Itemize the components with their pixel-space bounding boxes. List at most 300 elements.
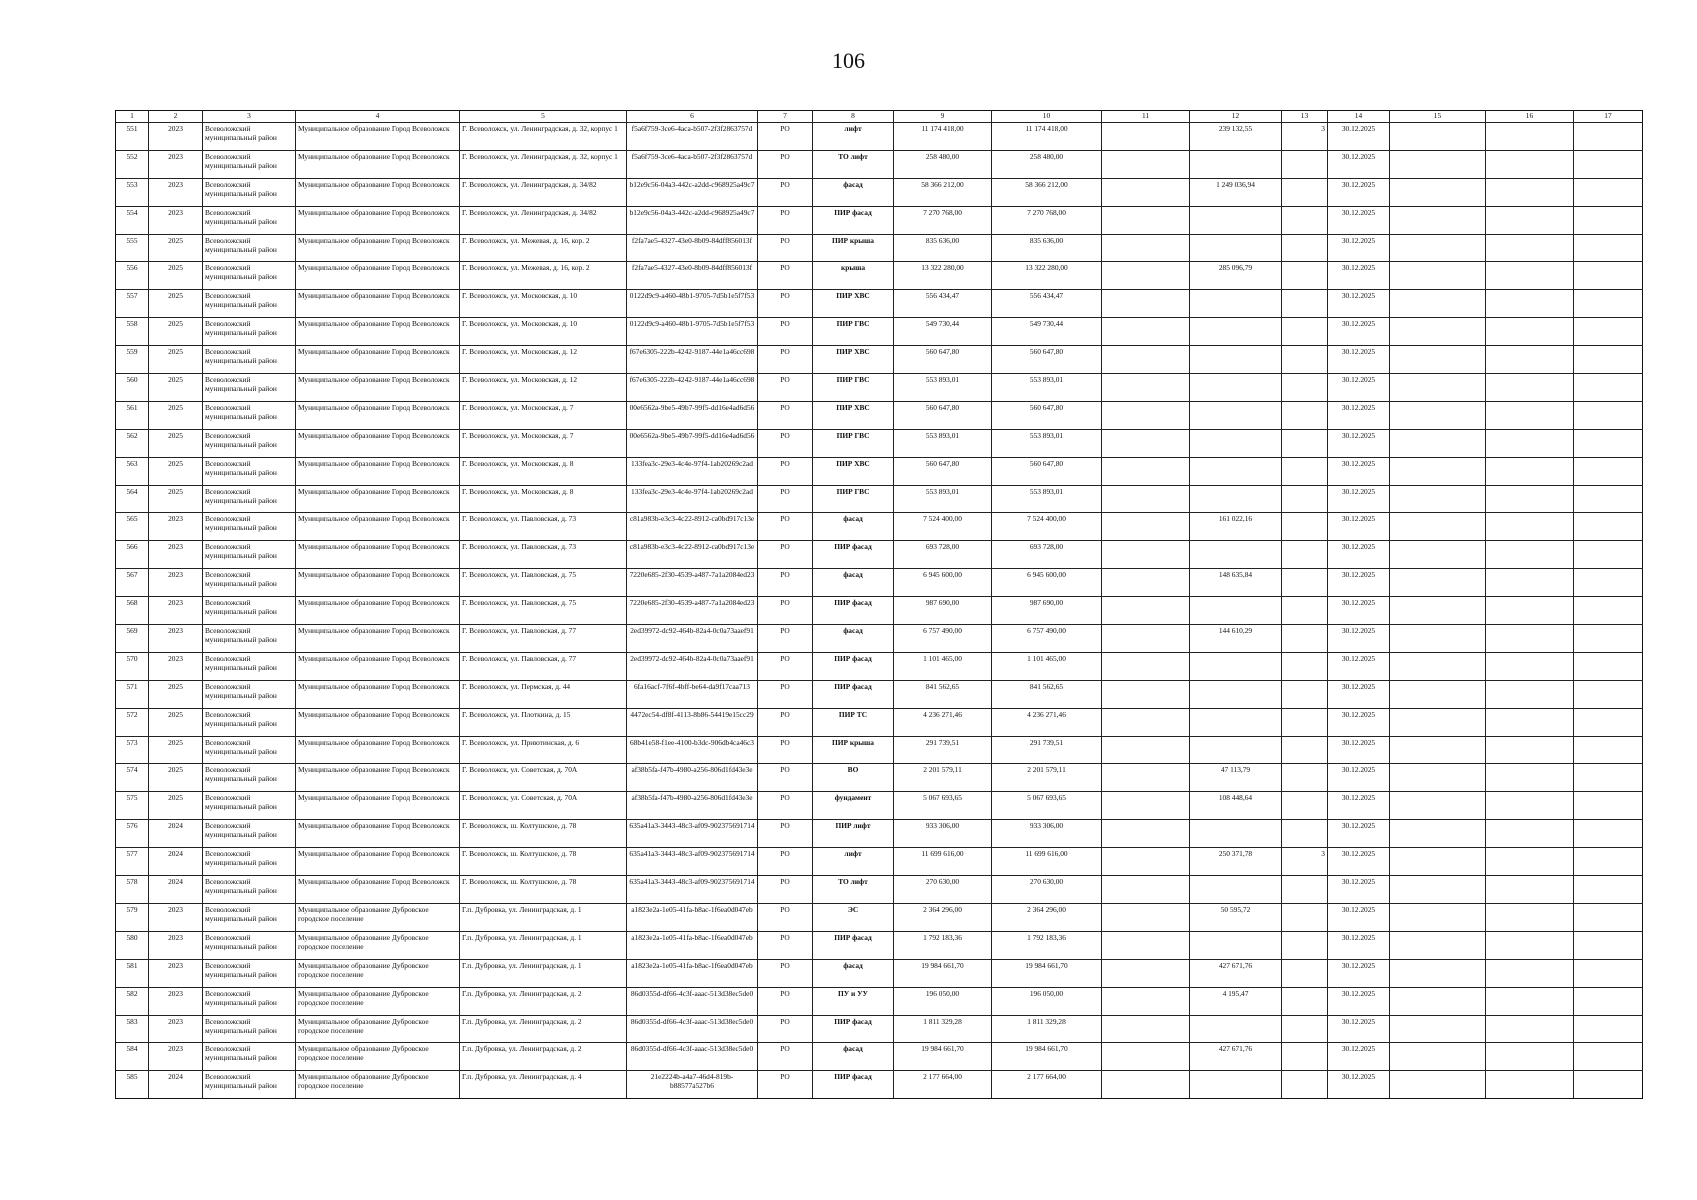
cell-col-11 (1102, 625, 1190, 653)
cell-col-17 (1574, 1015, 1643, 1043)
cell-district: Всеволожский муниципальный район (203, 792, 296, 820)
cell-cost-with-source: 693 728,00 (992, 541, 1102, 569)
cell-col-11 (1102, 401, 1190, 429)
cell-col-13 (1282, 346, 1328, 374)
cell-col-15 (1390, 848, 1486, 876)
cell-work-type: ПИР фасад (813, 541, 894, 569)
cell-work-type: ПИР фасад (813, 206, 894, 234)
cell-address: Г. Всеволожск, ул. Павловская, д. 73 (460, 513, 627, 541)
cell-total-cost: 13 322 280,00 (894, 262, 992, 290)
cell-address: Г. Всеволожск, ш. Колтушское, д. 78 (460, 820, 627, 848)
cell-row-number: 578 (116, 876, 149, 904)
cell-col-17 (1574, 820, 1643, 848)
table-row (116, 736, 1643, 764)
cell-address: Г. Всеволожск, ул. Московская, д. 10 (460, 290, 627, 318)
cell-total-cost: 5 067 693,65 (894, 792, 992, 820)
cell-cost-with-source: 11 699 616,00 (992, 848, 1102, 876)
cell-col-11 (1102, 680, 1190, 708)
cell-house-guid: 6fa16acf-7f6f-4bff-be64-da9f17caa713 (627, 680, 758, 708)
cell-col-11 (1102, 513, 1190, 541)
column-header-17: 17 (1574, 111, 1643, 123)
cell-col-16 (1486, 485, 1574, 513)
cell-district: Всеволожский муниципальный район (203, 1071, 296, 1099)
cell-cost-with-source: 560 647,80 (992, 401, 1102, 429)
cell-col-12 (1190, 234, 1282, 262)
cell-col-13 (1282, 764, 1328, 792)
cell-year: 2023 (149, 903, 203, 931)
cell-address: Г. Всеволожск, ул. Московская, д. 12 (460, 374, 627, 402)
cell-district: Всеволожский муниципальный район (203, 764, 296, 792)
cell-col-17 (1574, 569, 1643, 597)
cell-col-15 (1390, 401, 1486, 429)
table-row (116, 1043, 1643, 1071)
cell-house-guid: 86d0355d-df66-4c3f-aaac-513d38ec5de0 (627, 1015, 758, 1043)
cell-col-11 (1102, 1071, 1190, 1099)
cell-municipality: Муниципальное образование Город Всеволожск (296, 318, 460, 346)
cell-year: 2025 (149, 401, 203, 429)
cell-owner-type: РО (758, 876, 813, 904)
cell-cost-with-source: 1 811 329,28 (992, 1015, 1102, 1043)
cell-col-13 (1282, 931, 1328, 959)
cell-row-number: 560 (116, 374, 149, 402)
cell-col-17 (1574, 123, 1643, 151)
table-row (116, 959, 1643, 987)
cell-cost-with-source: 7 270 768,00 (992, 206, 1102, 234)
table-row (116, 346, 1643, 374)
cell-municipality: Муниципальное образование Город Всеволожск (296, 876, 460, 904)
table-row (116, 931, 1643, 959)
cell-total-cost: 11 699 616,00 (894, 848, 992, 876)
cell-address: Г. Всеволожск, ул. Московская, д. 8 (460, 485, 627, 513)
cell-total-cost: 6 945 600,00 (894, 569, 992, 597)
cell-deadline: 30.12.2025 (1328, 931, 1390, 959)
cell-col-11 (1102, 457, 1190, 485)
cell-owner-type: РО (758, 318, 813, 346)
cell-col-12 (1190, 541, 1282, 569)
cell-work-type: лифт (813, 123, 894, 151)
cell-district: Всеволожский муниципальный район (203, 680, 296, 708)
cell-col-16 (1486, 1043, 1574, 1071)
cell-col-16 (1486, 903, 1574, 931)
cell-owner-type: РО (758, 1043, 813, 1071)
cell-col-17 (1574, 876, 1643, 904)
cell-col-11 (1102, 708, 1190, 736)
cell-cost-with-source: 6 945 600,00 (992, 569, 1102, 597)
cell-col-11 (1102, 569, 1190, 597)
cell-col-17 (1574, 652, 1643, 680)
column-header-13: 13 (1282, 111, 1328, 123)
cell-col-11 (1102, 959, 1190, 987)
cell-col-16 (1486, 1015, 1574, 1043)
cell-district: Всеволожский муниципальный район (203, 485, 296, 513)
cell-cost-with-source: 560 647,80 (992, 346, 1102, 374)
cell-district: Всеволожский муниципальный район (203, 820, 296, 848)
table-row (116, 903, 1643, 931)
cell-address: Г. Всеволожск, ул. Павловская, д. 77 (460, 652, 627, 680)
cell-row-number: 574 (116, 764, 149, 792)
cell-address: Г. Всеволожск, ул. Ленинградская, д. 32, корпус 1 (460, 123, 627, 151)
cell-col-13 (1282, 987, 1328, 1015)
cell-district: Всеволожский муниципальный район (203, 457, 296, 485)
column-header-4: 4 (296, 111, 460, 123)
table-row (116, 764, 1643, 792)
cell-owner-type: РО (758, 1071, 813, 1099)
cell-house-guid: af38b5fa-f47b-4980-a256-806d1fd43e3e (627, 792, 758, 820)
cell-col-12 (1190, 485, 1282, 513)
cell-district: Всеволожский муниципальный район (203, 569, 296, 597)
cell-col-16 (1486, 262, 1574, 290)
cell-col-13 (1282, 792, 1328, 820)
cell-total-cost: 1 792 183,36 (894, 931, 992, 959)
cell-district: Всеволожский муниципальный район (203, 346, 296, 374)
cell-cost-with-source: 4 236 271,46 (992, 708, 1102, 736)
cell-owner-type: РО (758, 569, 813, 597)
cell-address: Г.п. Дубровка, ул. Ленинградская, д. 1 (460, 959, 627, 987)
cell-col-15 (1390, 1015, 1486, 1043)
cell-row-number: 556 (116, 262, 149, 290)
cell-col-13 (1282, 903, 1328, 931)
cell-total-cost: 549 730,44 (894, 318, 992, 346)
cell-year: 2024 (149, 820, 203, 848)
cell-municipality: Муниципальное образование Город Всеволожск (296, 541, 460, 569)
cell-col-16 (1486, 652, 1574, 680)
cell-owner-type: РО (758, 513, 813, 541)
cell-deadline: 30.12.2025 (1328, 150, 1390, 178)
cell-col-15 (1390, 652, 1486, 680)
cell-municipality: Муниципальное образование Город Всеволожск (296, 346, 460, 374)
cell-address: Г. Всеволожск, ул. Советская, д. 70А (460, 764, 627, 792)
cell-year: 2025 (149, 457, 203, 485)
cell-deadline: 30.12.2025 (1328, 457, 1390, 485)
cell-work-type: ПИР ГВС (813, 318, 894, 346)
cell-col-16 (1486, 736, 1574, 764)
column-header-10: 10 (992, 111, 1102, 123)
cell-owner-type: РО (758, 290, 813, 318)
column-header-6: 6 (627, 111, 758, 123)
cell-col-12: 108 448,64 (1190, 792, 1282, 820)
cell-col-13 (1282, 708, 1328, 736)
cell-year: 2025 (149, 374, 203, 402)
cell-col-16 (1486, 234, 1574, 262)
cell-total-cost: 11 174 418,00 (894, 123, 992, 151)
cell-work-type: ПИР ХВС (813, 290, 894, 318)
cell-address: Г. Всеволожск, ш. Колтушское, д. 78 (460, 876, 627, 904)
cell-col-12: 144 610,29 (1190, 625, 1282, 653)
cell-address: Г.п. Дубровка, ул. Ленинградская, д. 4 (460, 1071, 627, 1099)
cell-row-number: 567 (116, 569, 149, 597)
cell-col-17 (1574, 206, 1643, 234)
cell-total-cost: 6 757 490,00 (894, 625, 992, 653)
cell-col-17 (1574, 959, 1643, 987)
cell-total-cost: 7 270 768,00 (894, 206, 992, 234)
cell-district: Всеволожский муниципальный район (203, 178, 296, 206)
cell-row-number: 576 (116, 820, 149, 848)
cell-col-17 (1574, 708, 1643, 736)
cell-house-guid: 00e6562a-9be5-49b7-99f5-dd16e4ad6d56 (627, 401, 758, 429)
cell-house-guid: b12e9c56-04a3-442c-a2dd-c968925a49c7 (627, 178, 758, 206)
cell-owner-type: РО (758, 959, 813, 987)
cell-row-number: 559 (116, 346, 149, 374)
cell-col-13 (1282, 625, 1328, 653)
cell-district: Всеволожский муниципальный район (203, 401, 296, 429)
cell-col-16 (1486, 680, 1574, 708)
cell-owner-type: РО (758, 736, 813, 764)
table-row (116, 708, 1643, 736)
cell-col-12 (1190, 680, 1282, 708)
cell-col-13 (1282, 206, 1328, 234)
column-header-11: 11 (1102, 111, 1190, 123)
cell-house-guid: f2fa7ae5-4327-43e0-8b09-84dff856013f (627, 234, 758, 262)
cell-col-12 (1190, 708, 1282, 736)
cell-col-16 (1486, 625, 1574, 653)
cell-col-16 (1486, 150, 1574, 178)
cell-house-guid: af38b5fa-f47b-4980-a256-806d1fd43e3e (627, 764, 758, 792)
cell-col-12: 250 371,78 (1190, 848, 1282, 876)
cell-municipality: Муниципальное образование Город Всеволожск (296, 457, 460, 485)
cell-deadline: 30.12.2025 (1328, 318, 1390, 346)
cell-col-13 (1282, 569, 1328, 597)
cell-total-cost: 560 647,80 (894, 401, 992, 429)
cell-col-15 (1390, 123, 1486, 151)
cell-owner-type: РО (758, 652, 813, 680)
cell-total-cost: 560 647,80 (894, 346, 992, 374)
cell-total-cost: 291 739,51 (894, 736, 992, 764)
cell-total-cost: 19 984 661,70 (894, 1043, 992, 1071)
cell-municipality: Муниципальное образование Город Всеволожск (296, 150, 460, 178)
cell-col-15 (1390, 569, 1486, 597)
cell-cost-with-source: 7 524 400,00 (992, 513, 1102, 541)
cell-col-17 (1574, 262, 1643, 290)
cell-col-12: 4 195,47 (1190, 987, 1282, 1015)
cell-col-12: 161 022,16 (1190, 513, 1282, 541)
cell-col-17 (1574, 792, 1643, 820)
cell-cost-with-source: 291 739,51 (992, 736, 1102, 764)
table-row (116, 820, 1643, 848)
cell-col-12 (1190, 457, 1282, 485)
cell-district: Всеволожский муниципальный район (203, 848, 296, 876)
cell-municipality: Муниципальное образование Город Всеволожск (296, 792, 460, 820)
cell-col-16 (1486, 374, 1574, 402)
cell-address: Г. Всеволожск, ул. Московская, д. 8 (460, 457, 627, 485)
cell-total-cost: 58 366 212,00 (894, 178, 992, 206)
cell-district: Всеволожский муниципальный район (203, 429, 296, 457)
cell-municipality: Муниципальное образование Город Всеволожск (296, 848, 460, 876)
table-header (116, 111, 1643, 123)
table-row (116, 569, 1643, 597)
cell-col-13 (1282, 959, 1328, 987)
column-header-15: 15 (1390, 111, 1486, 123)
cell-year: 2025 (149, 290, 203, 318)
cell-municipality: Муниципальное образование Дубровское городское поселение (296, 1015, 460, 1043)
cell-district: Всеволожский муниципальный район (203, 876, 296, 904)
cell-col-11 (1102, 652, 1190, 680)
cell-address: Г.п. Дубровка, ул. Ленинградская, д. 1 (460, 903, 627, 931)
cell-owner-type: РО (758, 625, 813, 653)
cell-house-guid: f67e6305-222b-4242-9187-44e1a46cc698 (627, 374, 758, 402)
cell-row-number: 569 (116, 625, 149, 653)
cell-cost-with-source: 13 322 280,00 (992, 262, 1102, 290)
cell-col-12 (1190, 597, 1282, 625)
cell-cost-with-source: 2 177 664,00 (992, 1071, 1102, 1099)
cell-cost-with-source: 553 893,01 (992, 374, 1102, 402)
cell-house-guid: 635a41a3-3443-48c3-af09-902375691714 (627, 848, 758, 876)
cell-cost-with-source: 987 690,00 (992, 597, 1102, 625)
cell-col-16 (1486, 959, 1574, 987)
cell-owner-type: РО (758, 820, 813, 848)
cell-col-11 (1102, 123, 1190, 151)
cell-owner-type: РО (758, 541, 813, 569)
cell-work-type: ВО (813, 764, 894, 792)
cell-col-13 (1282, 1015, 1328, 1043)
cell-deadline: 30.12.2025 (1328, 764, 1390, 792)
cell-col-16 (1486, 178, 1574, 206)
cell-total-cost: 7 524 400,00 (894, 513, 992, 541)
cell-work-type: ПИР ГВС (813, 374, 894, 402)
cell-deadline: 30.12.2025 (1328, 1043, 1390, 1071)
cell-municipality: Муниципальное образование Город Всеволожск (296, 234, 460, 262)
cell-col-11 (1102, 848, 1190, 876)
cell-owner-type: РО (758, 597, 813, 625)
cell-municipality: Муниципальное образование Дубровское городское поселение (296, 987, 460, 1015)
cell-owner-type: РО (758, 401, 813, 429)
cell-district: Всеволожский муниципальный район (203, 206, 296, 234)
cell-row-number: 573 (116, 736, 149, 764)
cell-address: Г. Всеволожск, ул. Приютинская, д. 6 (460, 736, 627, 764)
cell-total-cost: 933 306,00 (894, 820, 992, 848)
cell-col-16 (1486, 123, 1574, 151)
cell-total-cost: 2 177 664,00 (894, 1071, 992, 1099)
cell-work-type: ПИР ГВС (813, 429, 894, 457)
cell-year: 2023 (149, 206, 203, 234)
cell-district: Всеволожский муниципальный район (203, 318, 296, 346)
cell-cost-with-source: 553 893,01 (992, 485, 1102, 513)
cell-col-17 (1574, 401, 1643, 429)
cell-row-number: 554 (116, 206, 149, 234)
cell-deadline: 30.12.2025 (1328, 569, 1390, 597)
cell-col-12: 427 671,76 (1190, 959, 1282, 987)
cell-row-number: 580 (116, 931, 149, 959)
cell-deadline: 30.12.2025 (1328, 485, 1390, 513)
cell-work-type: ПИР лифт (813, 820, 894, 848)
cell-work-type: ПИР фасад (813, 931, 894, 959)
column-header-3: 3 (203, 111, 296, 123)
cell-col-16 (1486, 290, 1574, 318)
cell-address: Г. Всеволожск, ул. Пермская, д. 44 (460, 680, 627, 708)
cell-col-17 (1574, 903, 1643, 931)
cell-year: 2023 (149, 625, 203, 653)
cell-house-guid: 0122d9c9-a460-48b1-9705-7d5b1e5f7f53 (627, 290, 758, 318)
cell-house-guid: a1823e2a-1e05-41fa-b8ac-1f6ea0d047eb (627, 931, 758, 959)
cell-col-17 (1574, 541, 1643, 569)
cell-municipality: Муниципальное образование Город Всеволожск (296, 401, 460, 429)
cell-municipality: Муниципальное образование Город Всеволожск (296, 625, 460, 653)
cell-house-guid: 00e6562a-9be5-49b7-99f5-dd16e4ad6d56 (627, 429, 758, 457)
cell-col-11 (1102, 290, 1190, 318)
cell-col-13 (1282, 457, 1328, 485)
table-row (116, 987, 1643, 1015)
cell-owner-type: РО (758, 485, 813, 513)
cell-col-13 (1282, 401, 1328, 429)
cell-address: Г. Всеволожск, ул. Московская, д. 7 (460, 429, 627, 457)
cell-cost-with-source: 549 730,44 (992, 318, 1102, 346)
cell-municipality: Муниципальное образование Город Всеволожск (296, 123, 460, 151)
cell-col-17 (1574, 290, 1643, 318)
cell-municipality: Муниципальное образование Город Всеволожск (296, 680, 460, 708)
cell-house-guid: 4472ec54-df8f-4113-8b86-54419e15cc29 (627, 708, 758, 736)
cell-district: Всеволожский муниципальный район (203, 513, 296, 541)
cell-col-11 (1102, 262, 1190, 290)
cell-col-16 (1486, 792, 1574, 820)
cell-owner-type: РО (758, 792, 813, 820)
cell-municipality: Муниципальное образование Город Всеволожск (296, 652, 460, 680)
cell-total-cost: 693 728,00 (894, 541, 992, 569)
cell-col-15 (1390, 178, 1486, 206)
cell-municipality: Муниципальное образование Дубровское городское поселение (296, 1071, 460, 1099)
cell-col-17 (1574, 234, 1643, 262)
cell-house-guid: 133fea3c-29e3-4c4e-97f4-1ab20269c2ad (627, 485, 758, 513)
cell-municipality: Муниципальное образование Город Всеволожск (296, 764, 460, 792)
cell-municipality: Муниципальное образование Город Всеволожск (296, 429, 460, 457)
cell-house-guid: 2ed39972-dc92-464b-82a4-0c0a73aaef91 (627, 625, 758, 653)
cell-col-15 (1390, 1071, 1486, 1099)
cell-deadline: 30.12.2025 (1328, 792, 1390, 820)
cell-col-16 (1486, 429, 1574, 457)
cell-col-11 (1102, 820, 1190, 848)
cell-deadline: 30.12.2025 (1328, 652, 1390, 680)
cell-year: 2025 (149, 318, 203, 346)
cell-row-number: 557 (116, 290, 149, 318)
column-header-8: 8 (813, 111, 894, 123)
cell-year: 2025 (149, 792, 203, 820)
cell-owner-type: РО (758, 764, 813, 792)
column-header-2: 2 (149, 111, 203, 123)
cell-col-12: 1 249 036,94 (1190, 178, 1282, 206)
cell-col-13 (1282, 485, 1328, 513)
cell-year: 2025 (149, 708, 203, 736)
cell-total-cost: 553 893,01 (894, 374, 992, 402)
cell-work-type: ПИР фасад (813, 1071, 894, 1099)
cell-row-number: 570 (116, 652, 149, 680)
cell-total-cost: 841 562,65 (894, 680, 992, 708)
cell-col-17 (1574, 374, 1643, 402)
cell-col-13 (1282, 513, 1328, 541)
cell-work-type: ПИР фасад (813, 597, 894, 625)
cell-work-type: фасад (813, 1043, 894, 1071)
cell-work-type: ЭС (813, 903, 894, 931)
cell-deadline: 30.12.2025 (1328, 1015, 1390, 1043)
cell-deadline: 30.12.2025 (1328, 346, 1390, 374)
cell-col-12 (1190, 736, 1282, 764)
cell-total-cost: 19 984 661,70 (894, 959, 992, 987)
cell-col-17 (1574, 1071, 1643, 1099)
cell-municipality: Муниципальное образование Город Всеволожск (296, 820, 460, 848)
cell-row-number: 585 (116, 1071, 149, 1099)
cell-col-13 (1282, 234, 1328, 262)
cell-col-13: 3 (1282, 848, 1328, 876)
cell-col-13: 3 (1282, 123, 1328, 151)
table-row (116, 234, 1643, 262)
cell-cost-with-source: 19 984 661,70 (992, 1043, 1102, 1071)
cell-district: Всеволожский муниципальный район (203, 374, 296, 402)
cell-year: 2023 (149, 987, 203, 1015)
cell-owner-type: РО (758, 457, 813, 485)
cell-col-15 (1390, 876, 1486, 904)
cell-row-number: 572 (116, 708, 149, 736)
cell-col-16 (1486, 987, 1574, 1015)
cell-col-16 (1486, 513, 1574, 541)
cell-col-16 (1486, 206, 1574, 234)
cell-col-12 (1190, 346, 1282, 374)
